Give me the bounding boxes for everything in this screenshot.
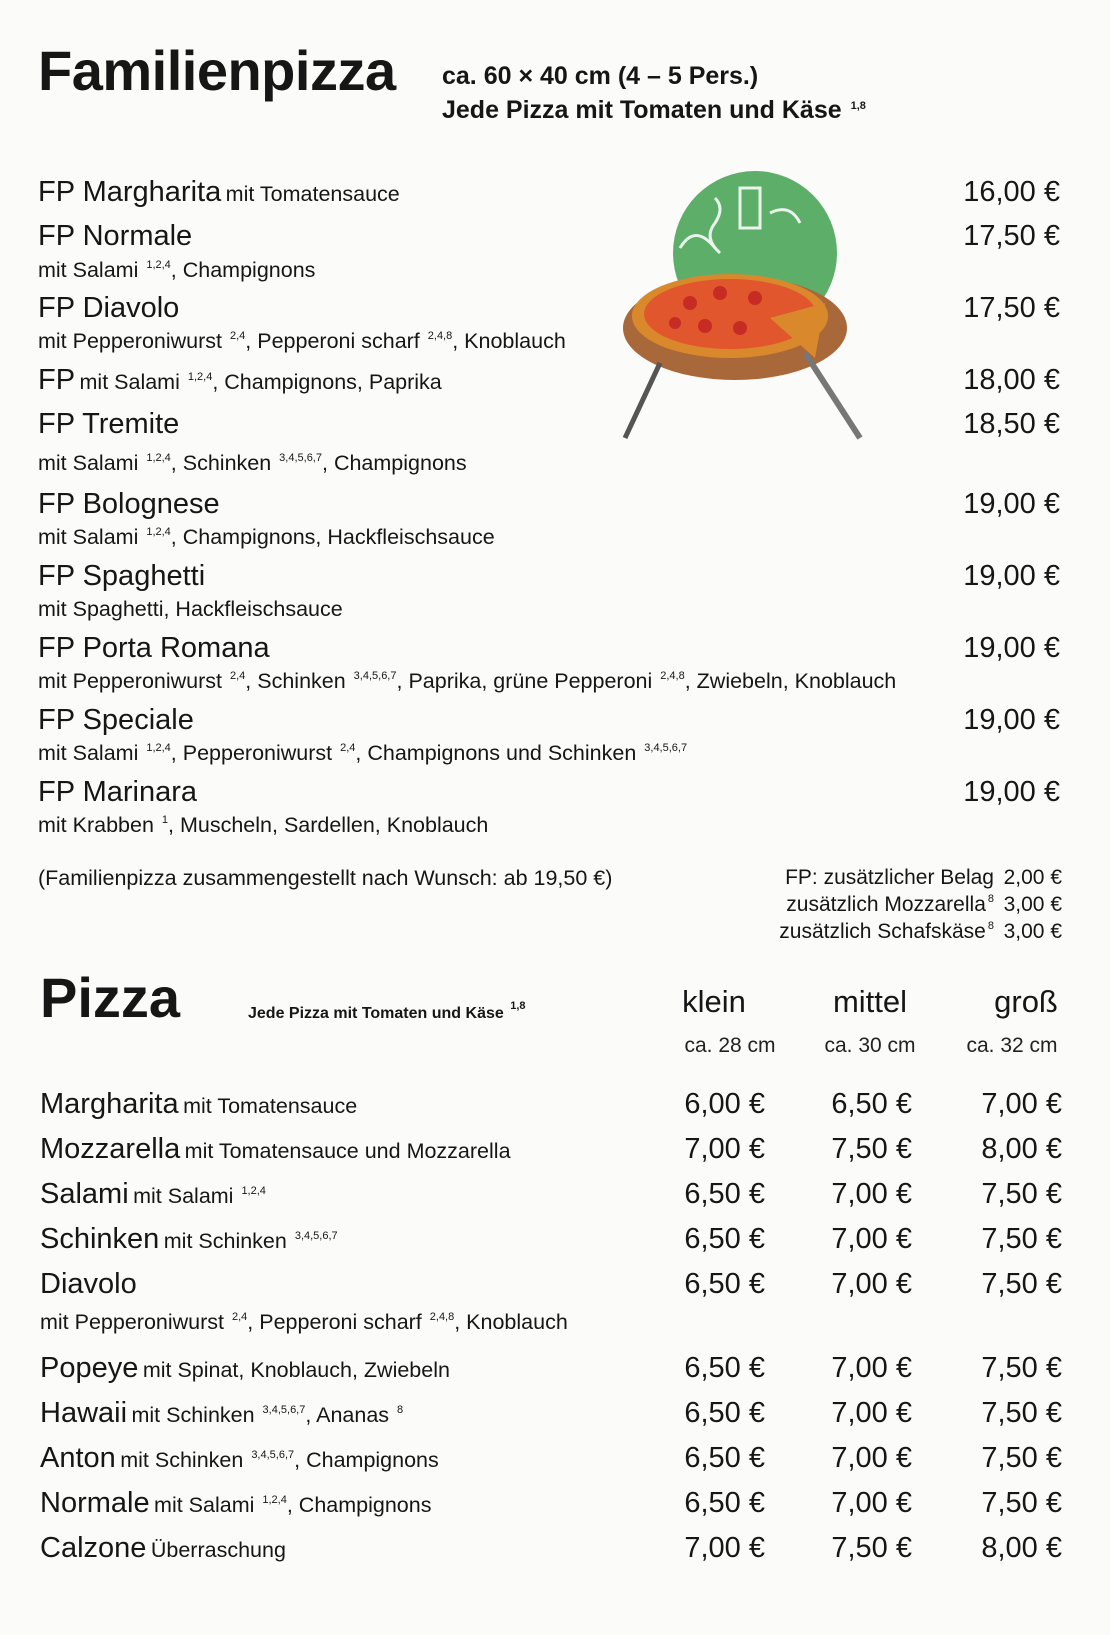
price-mittel: 7,00 €: [831, 1223, 912, 1255]
list-item: Calzone Überraschung: [40, 1532, 286, 1564]
price-klein: 6,50 €: [684, 1268, 765, 1300]
size-header-gross: groß: [994, 984, 1058, 1019]
item-desc: mit Pepperoniwurst $^{2,4}$, Pepperoni scharf $^{2,4,8}$, Knoblauch: [38, 329, 566, 353]
price-klein: 6,50 €: [684, 1442, 765, 1474]
price-gross: 7,50 €: [981, 1397, 1062, 1429]
familienpizza-title: Familienpizza: [38, 39, 396, 102]
price-mittel: 7,50 €: [831, 1532, 912, 1564]
list-item: Salami mit Salami $^{1,2,4}$: [40, 1178, 266, 1210]
list-item: [38, 176, 400, 209]
knife-icon: [805, 353, 860, 438]
size-dim-gross: ca. 32 cm: [966, 1034, 1058, 1057]
price-mittel: 7,00 €: [831, 1442, 912, 1474]
extra-row: zusätzlich Schafskäse $^8$ 3,00 €: [779, 920, 1062, 943]
price-mittel: 7,00 €: [831, 1397, 912, 1429]
item-price: 19,00 €: [963, 776, 1060, 808]
item-desc: mit Salami $^{1,2,4}$, Pepperoniwurst $^{2,4}$, Champignons und Schinken $^{3,4,5,6,7}$: [38, 741, 688, 765]
item-name: FP Speciale: [38, 704, 194, 736]
familienpizza-size: ca. 60 × 40 cm (4 – 5 Pers.): [442, 62, 759, 90]
price-gross: 7,00 €: [981, 1088, 1062, 1120]
fork-icon: [625, 363, 660, 438]
price-klein: 6,50 €: [684, 1487, 765, 1519]
item-price: 17,50 €: [963, 220, 1060, 252]
item-desc: mit Tomatensauce: [225, 182, 400, 206]
price-mittel: 7,00 €: [831, 1352, 912, 1384]
item-name: FP Porta Romana: [38, 632, 270, 664]
item-desc: mit Spaghetti, Hackfleischsauce: [38, 597, 343, 621]
price-klein: 6,50 €: [684, 1352, 765, 1384]
item-desc: mit Pepperoniwurst $^{2,4}$, Pepperoni scharf $^{2,4,8}$, Knoblauch: [40, 1310, 568, 1334]
price-klein: 6,00 €: [684, 1088, 765, 1120]
extra-row: zusätzlich Mozzarella $^8$ 3,00 €: [786, 893, 1062, 916]
list-item: Hawaii mit Schinken $^{3,4,5,6,7}$, Ananas $^8$: [40, 1397, 404, 1429]
price-gross: 7,50 €: [981, 1487, 1062, 1519]
item-name: FP Marinara: [38, 776, 198, 808]
list-item: [38, 364, 442, 397]
list-item: Popeye mit Spinat, Knoblauch, Zwiebeln: [40, 1352, 450, 1384]
extra-row: FP: zusätzlicher Belag 2,00 €: [785, 866, 1062, 889]
price-klein: 6,50 €: [684, 1397, 765, 1429]
item-name: FP Normale: [38, 220, 193, 252]
price-gross: 7,50 €: [981, 1352, 1062, 1384]
item-name: Diavolo: [40, 1268, 137, 1300]
price-gross: 7,50 €: [981, 1178, 1062, 1210]
list-item: Mozzarella mit Tomatensauce und Mozzarella: [40, 1133, 511, 1165]
item-name: FP Diavolo: [38, 292, 180, 324]
custom-pizza-note: (Familienpizza zusammengestellt nach Wunsch: ab 19,50 €): [38, 866, 613, 890]
item-name: FP Margharita: [38, 176, 222, 208]
price-gross: 8,00 €: [981, 1532, 1062, 1564]
item-desc: mit Salami $^{1,2,4}$, Champignons, Paprika: [79, 370, 442, 394]
size-dim-klein: ca. 28 cm: [684, 1034, 776, 1057]
list-item: Schinken mit Schinken $^{3,4,5,6,7}$: [40, 1223, 338, 1255]
price-klein: 6,50 €: [684, 1223, 765, 1255]
list-item: Anton mit Schinken $^{3,4,5,6,7}$, Champignons: [40, 1442, 439, 1474]
familienpizza-base-note: Jede Pizza mit Tomaten und Käse $^{1,8}$: [442, 96, 866, 124]
pizza-title: Pizza: [40, 966, 181, 1029]
price-gross: 7,50 €: [981, 1223, 1062, 1255]
item-price: 19,00 €: [963, 560, 1060, 592]
item-price: 19,00 €: [963, 632, 1060, 664]
price-mittel: 7,00 €: [831, 1268, 912, 1300]
price-klein: 7,00 €: [684, 1133, 765, 1165]
item-name: FP Spaghetti: [38, 560, 206, 592]
item-name: FP Tremite: [38, 408, 180, 440]
size-dim-mittel: ca. 30 cm: [824, 1034, 916, 1057]
price-gross: 7,50 €: [981, 1268, 1062, 1300]
list-item: Normale mit Salami $^{1,2,4}$, Champignons: [40, 1487, 432, 1519]
price-gross: 7,50 €: [981, 1442, 1062, 1474]
price-klein: 7,00 €: [684, 1532, 765, 1564]
item-price: 16,00 €: [963, 176, 1060, 208]
item-price: 19,00 €: [963, 488, 1060, 520]
item-price: 18,00 €: [963, 364, 1060, 396]
price-mittel: 6,50 €: [831, 1088, 912, 1120]
price-mittel: 7,50 €: [831, 1133, 912, 1165]
size-header-klein: klein: [682, 984, 746, 1019]
item-desc: mit Salami $^{1,2,4}$, Schinken $^{3,4,5,6,7}$, Champignons: [38, 451, 467, 475]
list-item: Margharita mit Tomatensauce: [40, 1088, 358, 1120]
price-mittel: 7,00 €: [831, 1178, 912, 1210]
pizza-illustration: [620, 168, 880, 458]
item-name: FP: [38, 364, 76, 396]
price-mittel: 7,00 €: [831, 1487, 912, 1519]
price-klein: 6,50 €: [684, 1178, 765, 1210]
item-price: 18,50 €: [963, 408, 1060, 440]
pizza-base-note: Jede Pizza mit Tomaten und Käse $^{1,8}$: [248, 1000, 526, 1022]
item-desc: mit Salami $^{1,2,4}$, Champignons, Hackfleischsauce: [38, 525, 495, 549]
item-price: 17,50 €: [963, 292, 1060, 324]
item-name: FP Bolognese: [38, 488, 220, 520]
item-desc: mit Pepperoniwurst $^{2,4}$, Schinken $^{3,4,5,6,7}$, Paprika, grüne Pepperoni $^{2,4,8}$, Zwiebeln, Knoblauch: [38, 669, 897, 693]
size-header-mittel: mittel: [832, 984, 908, 1019]
item-price: 19,00 €: [963, 704, 1060, 736]
item-desc: mit Salami $^{1,2,4}$, Champignons: [38, 258, 316, 282]
price-gross: 8,00 €: [981, 1133, 1062, 1165]
item-desc: mit Krabben $^1$, Muscheln, Sardellen, Knoblauch: [38, 813, 489, 837]
